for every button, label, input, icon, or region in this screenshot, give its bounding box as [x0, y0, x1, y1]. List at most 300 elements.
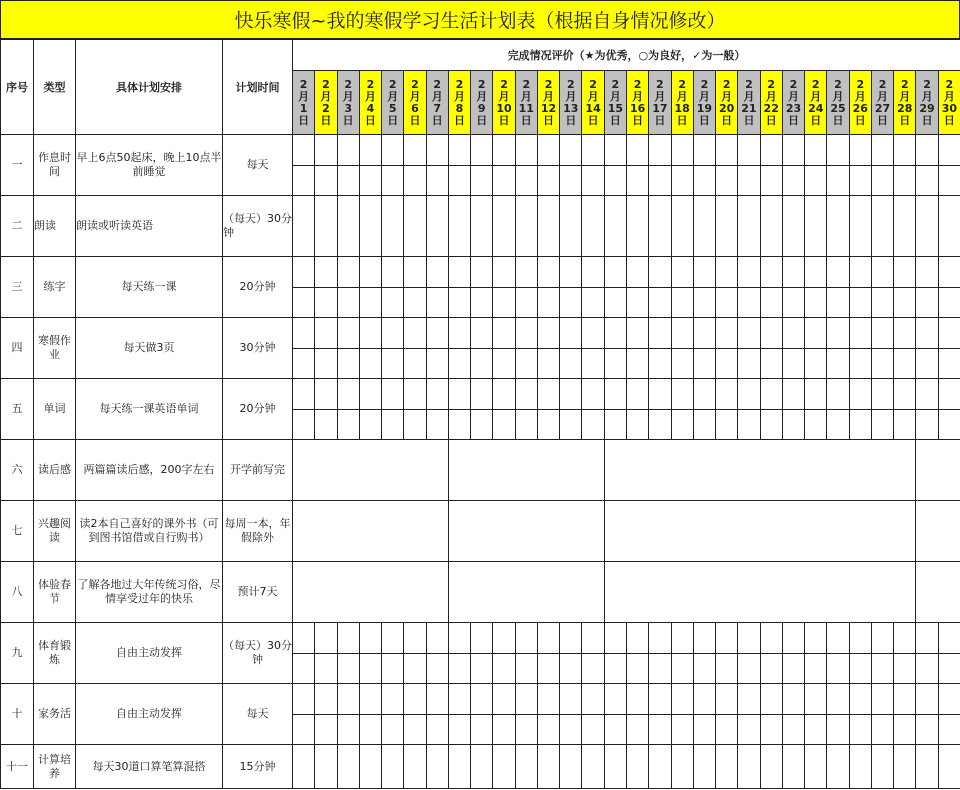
evaluation-cell-day-28[interactable] [894, 257, 916, 288]
evaluation-cell-day-17[interactable] [649, 288, 671, 318]
evaluation-cell-day-26[interactable] [849, 257, 871, 288]
evaluation-cell-day-28[interactable] [894, 745, 916, 789]
evaluation-cell-day-5[interactable] [382, 196, 404, 257]
evaluation-cell-day-25[interactable] [827, 410, 849, 440]
evaluation-cell-day-3[interactable] [337, 166, 359, 196]
evaluation-cell-day-20[interactable] [716, 135, 738, 166]
evaluation-cell-day-12[interactable] [537, 410, 559, 440]
evaluation-cell-day-19[interactable] [693, 196, 715, 257]
evaluation-cell-day-17[interactable] [649, 684, 671, 715]
evaluation-cell-day-6[interactable] [404, 196, 426, 257]
evaluation-cell-day-12[interactable] [537, 684, 559, 715]
evaluation-cell-day-11[interactable] [515, 715, 537, 745]
evaluation-cell-day-7[interactable] [426, 654, 448, 684]
evaluation-cell-day-30[interactable] [938, 745, 960, 789]
evaluation-cell-day-19[interactable] [693, 654, 715, 684]
evaluation-cell-day-28[interactable] [894, 196, 916, 257]
evaluation-cell-day-19[interactable] [693, 166, 715, 196]
evaluation-cell-day-22[interactable] [760, 654, 782, 684]
evaluation-cell-day-25[interactable] [827, 654, 849, 684]
evaluation-cell-day-3[interactable] [337, 654, 359, 684]
evaluation-cell-day-13[interactable] [560, 349, 582, 379]
evaluation-cell-day-25[interactable] [827, 196, 849, 257]
evaluation-cell-day-15[interactable] [604, 135, 626, 166]
evaluation-cell-day-20[interactable] [716, 654, 738, 684]
evaluation-cell-day-29[interactable] [916, 410, 938, 440]
evaluation-cell-day-25[interactable] [827, 318, 849, 349]
evaluation-cell-day-22[interactable] [760, 349, 782, 379]
evaluation-cell-day-26[interactable] [849, 410, 871, 440]
evaluation-cell-day-30[interactable] [938, 349, 960, 379]
evaluation-cell-day-13[interactable] [560, 379, 582, 410]
evaluation-cell-day-21[interactable] [738, 715, 760, 745]
evaluation-cell-day-10[interactable] [493, 623, 515, 654]
evaluation-cell-day-6[interactable] [404, 288, 426, 318]
evaluation-cell-day-7[interactable] [426, 318, 448, 349]
evaluation-cell-day-25[interactable] [827, 623, 849, 654]
evaluation-cell-day-14[interactable] [582, 745, 604, 789]
evaluation-cell-day-17[interactable] [649, 623, 671, 654]
evaluation-cell-day-29[interactable] [916, 684, 938, 715]
evaluation-cell-day-12[interactable] [537, 654, 559, 684]
evaluation-cell-day-7[interactable] [426, 166, 448, 196]
evaluation-cell-day-23[interactable] [782, 684, 804, 715]
evaluation-cell-day-27[interactable] [871, 166, 893, 196]
evaluation-cell-day-18[interactable] [671, 135, 693, 166]
evaluation-cell-day-6[interactable] [404, 257, 426, 288]
evaluation-cell-day-9[interactable] [471, 196, 493, 257]
evaluation-cell-day-28[interactable] [894, 349, 916, 379]
evaluation-cell-day-10[interactable] [493, 745, 515, 789]
evaluation-cell-day-17[interactable] [649, 166, 671, 196]
evaluation-cell-day-30[interactable] [938, 684, 960, 715]
evaluation-cell-day-6[interactable] [404, 745, 426, 789]
evaluation-cell-day-21[interactable] [738, 135, 760, 166]
evaluation-cell-day-16[interactable] [626, 196, 648, 257]
evaluation-cell-day-11[interactable] [515, 318, 537, 349]
evaluation-cell-day-8[interactable] [448, 379, 470, 410]
evaluation-merged-cell[interactable] [293, 562, 449, 623]
evaluation-cell-day-12[interactable] [537, 623, 559, 654]
evaluation-cell-day-23[interactable] [782, 623, 804, 654]
evaluation-cell-day-25[interactable] [827, 288, 849, 318]
evaluation-cell-day-23[interactable] [782, 196, 804, 257]
evaluation-cell-day-12[interactable] [537, 745, 559, 789]
evaluation-cell-day-22[interactable] [760, 379, 782, 410]
evaluation-cell-day-13[interactable] [560, 196, 582, 257]
evaluation-cell-day-29[interactable] [916, 135, 938, 166]
evaluation-cell-day-3[interactable] [337, 379, 359, 410]
evaluation-cell-day-19[interactable] [693, 349, 715, 379]
evaluation-cell-day-4[interactable] [359, 257, 381, 288]
evaluation-merged-cell[interactable] [604, 440, 916, 501]
evaluation-cell-day-3[interactable] [337, 288, 359, 318]
evaluation-cell-day-7[interactable] [426, 349, 448, 379]
evaluation-cell-day-24[interactable] [805, 318, 827, 349]
evaluation-cell-day-23[interactable] [782, 715, 804, 745]
evaluation-cell-day-17[interactable] [649, 715, 671, 745]
evaluation-merged-cell[interactable] [293, 501, 449, 562]
evaluation-cell-day-16[interactable] [626, 379, 648, 410]
evaluation-cell-day-15[interactable] [604, 257, 626, 288]
evaluation-cell-day-8[interactable] [448, 318, 470, 349]
evaluation-cell-day-3[interactable] [337, 715, 359, 745]
evaluation-cell-day-22[interactable] [760, 257, 782, 288]
evaluation-cell-day-2[interactable] [315, 379, 337, 410]
evaluation-cell-day-13[interactable] [560, 745, 582, 789]
evaluation-merged-cell[interactable] [604, 562, 916, 623]
evaluation-cell-day-11[interactable] [515, 379, 537, 410]
evaluation-cell-day-11[interactable] [515, 257, 537, 288]
evaluation-cell-day-26[interactable] [849, 196, 871, 257]
evaluation-cell-day-20[interactable] [716, 166, 738, 196]
evaluation-cell-day-23[interactable] [782, 257, 804, 288]
evaluation-cell-day-21[interactable] [738, 410, 760, 440]
evaluation-cell-day-9[interactable] [471, 379, 493, 410]
evaluation-cell-day-30[interactable] [938, 410, 960, 440]
evaluation-cell-day-12[interactable] [537, 379, 559, 410]
evaluation-cell-day-10[interactable] [493, 349, 515, 379]
evaluation-cell-day-13[interactable] [560, 135, 582, 166]
evaluation-cell-day-3[interactable] [337, 410, 359, 440]
evaluation-cell-day-13[interactable] [560, 257, 582, 288]
evaluation-merged-cell[interactable] [916, 562, 960, 623]
evaluation-cell-day-27[interactable] [871, 410, 893, 440]
evaluation-cell-day-7[interactable] [426, 623, 448, 654]
evaluation-cell-day-24[interactable] [805, 715, 827, 745]
evaluation-cell-day-6[interactable] [404, 715, 426, 745]
evaluation-cell-day-14[interactable] [582, 318, 604, 349]
evaluation-cell-day-11[interactable] [515, 623, 537, 654]
evaluation-cell-day-26[interactable] [849, 318, 871, 349]
evaluation-cell-day-20[interactable] [716, 288, 738, 318]
evaluation-cell-day-14[interactable] [582, 196, 604, 257]
evaluation-cell-day-17[interactable] [649, 318, 671, 349]
evaluation-cell-day-7[interactable] [426, 135, 448, 166]
evaluation-cell-day-25[interactable] [827, 135, 849, 166]
evaluation-cell-day-24[interactable] [805, 135, 827, 166]
evaluation-cell-day-14[interactable] [582, 623, 604, 654]
evaluation-cell-day-5[interactable] [382, 288, 404, 318]
evaluation-cell-day-22[interactable] [760, 318, 782, 349]
evaluation-cell-day-2[interactable] [315, 623, 337, 654]
evaluation-cell-day-12[interactable] [537, 135, 559, 166]
evaluation-cell-day-12[interactable] [537, 257, 559, 288]
evaluation-cell-day-22[interactable] [760, 745, 782, 789]
evaluation-cell-day-28[interactable] [894, 379, 916, 410]
evaluation-cell-day-26[interactable] [849, 654, 871, 684]
evaluation-cell-day-24[interactable] [805, 684, 827, 715]
evaluation-cell-day-26[interactable] [849, 349, 871, 379]
evaluation-cell-day-8[interactable] [448, 166, 470, 196]
evaluation-cell-day-10[interactable] [493, 135, 515, 166]
evaluation-cell-day-26[interactable] [849, 288, 871, 318]
evaluation-cell-day-15[interactable] [604, 654, 626, 684]
evaluation-cell-day-22[interactable] [760, 196, 782, 257]
evaluation-cell-day-5[interactable] [382, 257, 404, 288]
evaluation-cell-day-1[interactable] [293, 135, 315, 166]
evaluation-cell-day-29[interactable] [916, 257, 938, 288]
evaluation-cell-day-8[interactable] [448, 623, 470, 654]
evaluation-cell-day-17[interactable] [649, 379, 671, 410]
evaluation-cell-day-24[interactable] [805, 288, 827, 318]
evaluation-cell-day-29[interactable] [916, 715, 938, 745]
evaluation-cell-day-30[interactable] [938, 623, 960, 654]
evaluation-cell-day-29[interactable] [916, 288, 938, 318]
evaluation-cell-day-4[interactable] [359, 288, 381, 318]
evaluation-cell-day-15[interactable] [604, 379, 626, 410]
evaluation-cell-day-5[interactable] [382, 349, 404, 379]
evaluation-cell-day-19[interactable] [693, 135, 715, 166]
evaluation-cell-day-15[interactable] [604, 349, 626, 379]
evaluation-cell-day-4[interactable] [359, 318, 381, 349]
evaluation-cell-day-18[interactable] [671, 715, 693, 745]
evaluation-merged-cell[interactable] [448, 562, 604, 623]
evaluation-cell-day-14[interactable] [582, 257, 604, 288]
evaluation-cell-day-4[interactable] [359, 379, 381, 410]
evaluation-cell-day-18[interactable] [671, 257, 693, 288]
evaluation-cell-day-15[interactable] [604, 623, 626, 654]
evaluation-cell-day-1[interactable] [293, 410, 315, 440]
evaluation-cell-day-2[interactable] [315, 715, 337, 745]
evaluation-cell-day-21[interactable] [738, 349, 760, 379]
evaluation-cell-day-8[interactable] [448, 288, 470, 318]
evaluation-cell-day-16[interactable] [626, 288, 648, 318]
evaluation-cell-day-12[interactable] [537, 196, 559, 257]
evaluation-cell-day-22[interactable] [760, 684, 782, 715]
evaluation-cell-day-25[interactable] [827, 349, 849, 379]
evaluation-cell-day-12[interactable] [537, 288, 559, 318]
evaluation-cell-day-11[interactable] [515, 166, 537, 196]
evaluation-cell-day-23[interactable] [782, 135, 804, 166]
evaluation-cell-day-2[interactable] [315, 166, 337, 196]
evaluation-cell-day-30[interactable] [938, 288, 960, 318]
evaluation-cell-day-23[interactable] [782, 318, 804, 349]
evaluation-cell-day-21[interactable] [738, 288, 760, 318]
evaluation-cell-day-27[interactable] [871, 379, 893, 410]
evaluation-cell-day-30[interactable] [938, 135, 960, 166]
evaluation-cell-day-16[interactable] [626, 257, 648, 288]
evaluation-cell-day-28[interactable] [894, 318, 916, 349]
evaluation-cell-day-10[interactable] [493, 288, 515, 318]
evaluation-cell-day-3[interactable] [337, 684, 359, 715]
evaluation-cell-day-30[interactable] [938, 257, 960, 288]
evaluation-cell-day-5[interactable] [382, 684, 404, 715]
evaluation-cell-day-15[interactable] [604, 715, 626, 745]
evaluation-cell-day-3[interactable] [337, 196, 359, 257]
evaluation-cell-day-16[interactable] [626, 135, 648, 166]
evaluation-cell-day-18[interactable] [671, 684, 693, 715]
evaluation-cell-day-8[interactable] [448, 196, 470, 257]
evaluation-cell-day-18[interactable] [671, 166, 693, 196]
evaluation-cell-day-20[interactable] [716, 623, 738, 654]
evaluation-cell-day-27[interactable] [871, 684, 893, 715]
evaluation-cell-day-17[interactable] [649, 745, 671, 789]
evaluation-cell-day-4[interactable] [359, 166, 381, 196]
evaluation-cell-day-18[interactable] [671, 318, 693, 349]
evaluation-cell-day-5[interactable] [382, 135, 404, 166]
evaluation-cell-day-20[interactable] [716, 257, 738, 288]
evaluation-cell-day-3[interactable] [337, 623, 359, 654]
evaluation-cell-day-18[interactable] [671, 623, 693, 654]
evaluation-cell-day-20[interactable] [716, 745, 738, 789]
evaluation-cell-day-14[interactable] [582, 654, 604, 684]
evaluation-cell-day-8[interactable] [448, 654, 470, 684]
evaluation-cell-day-14[interactable] [582, 349, 604, 379]
evaluation-cell-day-20[interactable] [716, 715, 738, 745]
evaluation-cell-day-30[interactable] [938, 715, 960, 745]
evaluation-cell-day-26[interactable] [849, 379, 871, 410]
evaluation-cell-day-23[interactable] [782, 410, 804, 440]
evaluation-cell-day-16[interactable] [626, 745, 648, 789]
evaluation-cell-day-10[interactable] [493, 715, 515, 745]
evaluation-cell-day-5[interactable] [382, 410, 404, 440]
evaluation-cell-day-25[interactable] [827, 257, 849, 288]
evaluation-cell-day-16[interactable] [626, 166, 648, 196]
evaluation-cell-day-15[interactable] [604, 196, 626, 257]
evaluation-cell-day-23[interactable] [782, 654, 804, 684]
evaluation-cell-day-24[interactable] [805, 196, 827, 257]
evaluation-cell-day-3[interactable] [337, 318, 359, 349]
evaluation-cell-day-25[interactable] [827, 715, 849, 745]
evaluation-cell-day-20[interactable] [716, 196, 738, 257]
evaluation-cell-day-29[interactable] [916, 623, 938, 654]
evaluation-cell-day-17[interactable] [649, 654, 671, 684]
evaluation-cell-day-23[interactable] [782, 745, 804, 789]
evaluation-cell-day-20[interactable] [716, 379, 738, 410]
evaluation-cell-day-24[interactable] [805, 257, 827, 288]
evaluation-cell-day-8[interactable] [448, 349, 470, 379]
evaluation-cell-day-13[interactable] [560, 654, 582, 684]
evaluation-cell-day-24[interactable] [805, 745, 827, 789]
evaluation-cell-day-21[interactable] [738, 166, 760, 196]
evaluation-cell-day-4[interactable] [359, 715, 381, 745]
evaluation-cell-day-2[interactable] [315, 196, 337, 257]
evaluation-cell-day-2[interactable] [315, 349, 337, 379]
evaluation-cell-day-6[interactable] [404, 623, 426, 654]
evaluation-cell-day-28[interactable] [894, 623, 916, 654]
evaluation-cell-day-20[interactable] [716, 684, 738, 715]
evaluation-cell-day-7[interactable] [426, 196, 448, 257]
evaluation-cell-day-7[interactable] [426, 715, 448, 745]
evaluation-cell-day-9[interactable] [471, 745, 493, 789]
evaluation-cell-day-27[interactable] [871, 135, 893, 166]
evaluation-cell-day-11[interactable] [515, 410, 537, 440]
evaluation-cell-day-27[interactable] [871, 288, 893, 318]
evaluation-cell-day-1[interactable] [293, 745, 315, 789]
evaluation-cell-day-13[interactable] [560, 288, 582, 318]
evaluation-cell-day-9[interactable] [471, 135, 493, 166]
evaluation-cell-day-6[interactable] [404, 349, 426, 379]
evaluation-cell-day-3[interactable] [337, 745, 359, 789]
evaluation-cell-day-14[interactable] [582, 684, 604, 715]
evaluation-cell-day-27[interactable] [871, 349, 893, 379]
evaluation-cell-day-5[interactable] [382, 715, 404, 745]
evaluation-cell-day-21[interactable] [738, 318, 760, 349]
evaluation-cell-day-4[interactable] [359, 654, 381, 684]
evaluation-cell-day-5[interactable] [382, 166, 404, 196]
evaluation-cell-day-1[interactable] [293, 654, 315, 684]
evaluation-cell-day-18[interactable] [671, 196, 693, 257]
evaluation-cell-day-29[interactable] [916, 166, 938, 196]
evaluation-cell-day-27[interactable] [871, 654, 893, 684]
evaluation-cell-day-21[interactable] [738, 684, 760, 715]
evaluation-merged-cell[interactable] [916, 501, 960, 562]
evaluation-cell-day-9[interactable] [471, 654, 493, 684]
evaluation-cell-day-2[interactable] [315, 684, 337, 715]
evaluation-cell-day-15[interactable] [604, 318, 626, 349]
evaluation-cell-day-1[interactable] [293, 318, 315, 349]
evaluation-cell-day-24[interactable] [805, 654, 827, 684]
evaluation-cell-day-8[interactable] [448, 715, 470, 745]
evaluation-cell-day-2[interactable] [315, 745, 337, 789]
evaluation-cell-day-30[interactable] [938, 379, 960, 410]
evaluation-cell-day-29[interactable] [916, 745, 938, 789]
evaluation-cell-day-23[interactable] [782, 379, 804, 410]
evaluation-cell-day-22[interactable] [760, 166, 782, 196]
evaluation-cell-day-13[interactable] [560, 623, 582, 654]
evaluation-cell-day-14[interactable] [582, 135, 604, 166]
evaluation-cell-day-12[interactable] [537, 166, 559, 196]
evaluation-merged-cell[interactable] [604, 501, 916, 562]
evaluation-cell-day-14[interactable] [582, 379, 604, 410]
evaluation-cell-day-16[interactable] [626, 684, 648, 715]
evaluation-cell-day-16[interactable] [626, 623, 648, 654]
evaluation-cell-day-2[interactable] [315, 410, 337, 440]
evaluation-cell-day-13[interactable] [560, 684, 582, 715]
evaluation-cell-day-12[interactable] [537, 715, 559, 745]
evaluation-cell-day-21[interactable] [738, 379, 760, 410]
evaluation-cell-day-10[interactable] [493, 196, 515, 257]
evaluation-merged-cell[interactable] [916, 440, 960, 501]
evaluation-cell-day-4[interactable] [359, 684, 381, 715]
evaluation-cell-day-5[interactable] [382, 654, 404, 684]
evaluation-cell-day-11[interactable] [515, 135, 537, 166]
evaluation-cell-day-11[interactable] [515, 288, 537, 318]
evaluation-cell-day-24[interactable] [805, 166, 827, 196]
evaluation-cell-day-23[interactable] [782, 288, 804, 318]
evaluation-cell-day-14[interactable] [582, 715, 604, 745]
evaluation-cell-day-19[interactable] [693, 715, 715, 745]
evaluation-cell-day-28[interactable] [894, 654, 916, 684]
evaluation-cell-day-29[interactable] [916, 349, 938, 379]
evaluation-cell-day-18[interactable] [671, 410, 693, 440]
evaluation-cell-day-22[interactable] [760, 288, 782, 318]
evaluation-cell-day-11[interactable] [515, 654, 537, 684]
evaluation-cell-day-9[interactable] [471, 288, 493, 318]
evaluation-merged-cell[interactable] [448, 440, 604, 501]
evaluation-cell-day-1[interactable] [293, 349, 315, 379]
evaluation-cell-day-2[interactable] [315, 288, 337, 318]
evaluation-cell-day-1[interactable] [293, 623, 315, 654]
evaluation-cell-day-25[interactable] [827, 684, 849, 715]
evaluation-cell-day-2[interactable] [315, 135, 337, 166]
evaluation-cell-day-12[interactable] [537, 349, 559, 379]
evaluation-cell-day-10[interactable] [493, 410, 515, 440]
evaluation-cell-day-10[interactable] [493, 654, 515, 684]
evaluation-cell-day-26[interactable] [849, 715, 871, 745]
evaluation-cell-day-16[interactable] [626, 349, 648, 379]
evaluation-cell-day-10[interactable] [493, 379, 515, 410]
evaluation-cell-day-4[interactable] [359, 623, 381, 654]
evaluation-cell-day-16[interactable] [626, 654, 648, 684]
evaluation-cell-day-1[interactable] [293, 379, 315, 410]
evaluation-cell-day-12[interactable] [537, 318, 559, 349]
evaluation-cell-day-27[interactable] [871, 745, 893, 789]
evaluation-cell-day-18[interactable] [671, 288, 693, 318]
evaluation-cell-day-28[interactable] [894, 410, 916, 440]
evaluation-cell-day-30[interactable] [938, 196, 960, 257]
